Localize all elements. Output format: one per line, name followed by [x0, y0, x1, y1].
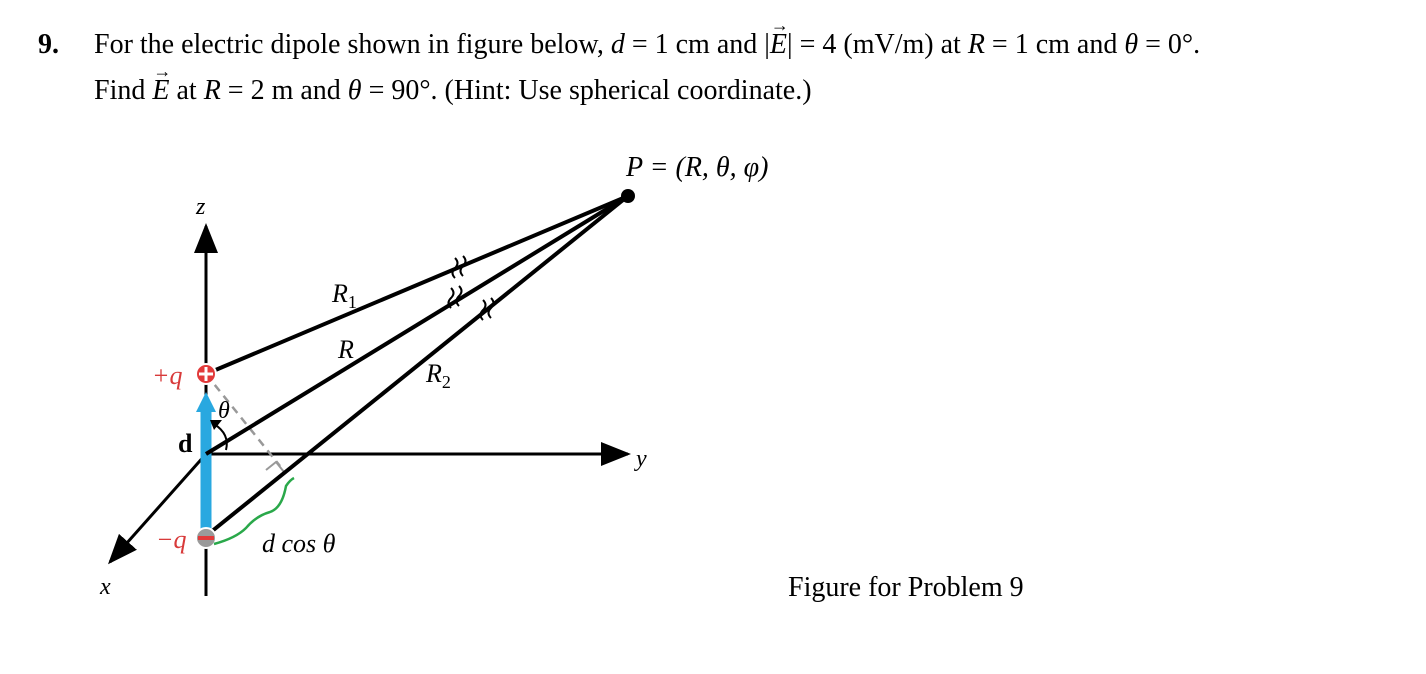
z-axis-label: z — [196, 194, 206, 220]
problem-line-1: 9. For the electric dipole shown in figure below, d = 1 cm and |→ E| = 4 (mV/m) at R = 1 cm and θ = 0°. — [38, 22, 1418, 68]
r-label: R — [338, 335, 354, 364]
line-r2 — [206, 196, 628, 536]
dipole-arrowhead — [196, 392, 216, 412]
figure-caption: Figure for Problem 9 — [788, 572, 1024, 603]
point-p — [621, 189, 635, 203]
x-axis-label: x — [100, 574, 111, 600]
d-label: d — [178, 429, 193, 458]
problem-line-2: Find → E at R = 2 m and θ = 90°. (Hint: Use spherical coordinate.) — [38, 68, 1418, 114]
r1-label: $R_1$ — [332, 279, 357, 312]
line-r — [206, 196, 628, 454]
positive-charge-label: +q — [152, 361, 183, 390]
theta-label: θ — [218, 398, 230, 424]
abs-e-field: |→ E| — [764, 22, 792, 68]
negative-charge — [196, 528, 216, 548]
r2-label: $R_2$ — [426, 359, 451, 392]
point-p-label: P = (R, θ, φ) — [626, 152, 769, 183]
y-axis-label: y — [636, 446, 647, 472]
line-r1 — [206, 196, 628, 374]
e-vector: → E — [152, 68, 169, 114]
negative-charge-label: −q — [156, 525, 187, 554]
positive-charge — [196, 364, 216, 384]
dcos-label: d cos θ — [262, 529, 336, 558]
problem-number: 9. — [38, 29, 59, 60]
